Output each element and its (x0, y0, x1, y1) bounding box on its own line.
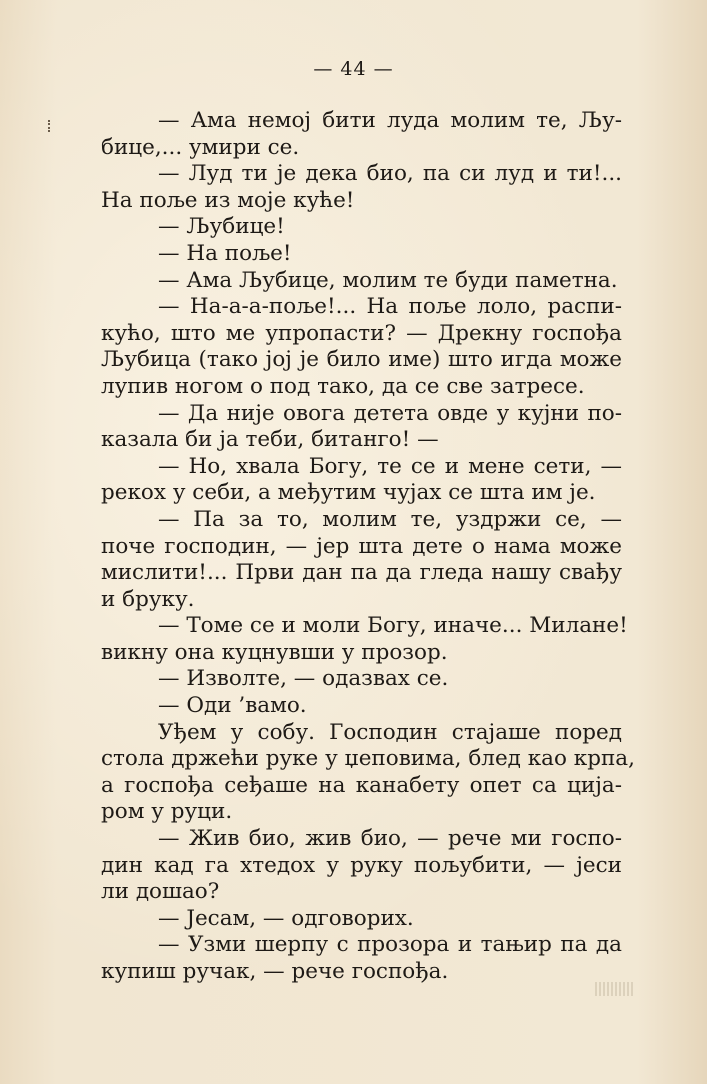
text-line: — Томе се и моли Богу, иначе... Милане! (158, 613, 628, 639)
text-line: — Но, хвала Богу, те се и мене сети, — (158, 453, 622, 479)
text-line: Љубица (тако јој је било име) што игда може (101, 347, 622, 373)
text-line: рекох у себи, а међутим чујах се шта им је. (101, 480, 596, 506)
text-line: — На поље! (158, 240, 292, 266)
text-line: — Жив био, жив био, — рече ми госпо- (158, 826, 622, 852)
text-line: — Па за то, молим те, уздржи се, — (158, 506, 622, 532)
text-line: — Јесам, — одговорих. (158, 905, 414, 931)
text-line: — Љубице! (158, 214, 285, 240)
text-line: казала би ја теби, битанго! — (101, 427, 439, 453)
text-line: — Ама Љубице, молим те буди паметна. (158, 267, 618, 293)
text-line: ром у руци. (101, 799, 233, 825)
page-body-text (101, 108, 635, 986)
text-line: кућо, што ме упропасти? — Дрекну госпођа (101, 320, 622, 346)
text-line: стола држећи руке у џеповима, блед као крпа, (101, 746, 635, 772)
text-line: поче господин, — јер шта дете о нама може (101, 533, 622, 559)
text-line: дин кад га хтедох у руку пољубити, — јеси (101, 852, 622, 878)
text-line: — Изволте, — одазвах се. (158, 666, 449, 692)
text-line: — Оди ’вамо. (158, 693, 307, 719)
page-number: — 44 — (313, 58, 394, 80)
text-line: — Луд ти је дека био, па си луд и ти!... (158, 161, 622, 187)
text-line: купиш ручак, — рече госпођа. (101, 959, 449, 984)
text-line: бице,... умири се. (101, 134, 300, 160)
text-line: а госпођа сеђаше на канабету опет са ција- (101, 772, 622, 798)
faint-stamp-mark (595, 982, 635, 996)
text-line: и бруку. (101, 586, 195, 612)
text-line: — Да није овога детета овде у кујни по- (158, 400, 622, 426)
text-line: викну она куцнувши у прозор. (101, 639, 448, 665)
text-line: — На-а-а-поље!... На поље лоло, распи- (158, 294, 622, 320)
margin-mark (48, 120, 53, 132)
text-line: лупив ногом о под тако, да се све затресе. (101, 373, 585, 399)
text-line: мислити!... Први дан па да гледа нашу свађу (101, 560, 622, 586)
text-line: — Узми шерпу с прозора и тањир па да (158, 932, 622, 958)
text-line: ли дошао? (101, 879, 220, 905)
text-line: На поље из моје куће! (101, 187, 355, 213)
text-line: — Ама немој бити луда молим те, Љу- (158, 108, 622, 133)
text-line: Уђем у собу. Господин стајаше поред (158, 719, 622, 745)
